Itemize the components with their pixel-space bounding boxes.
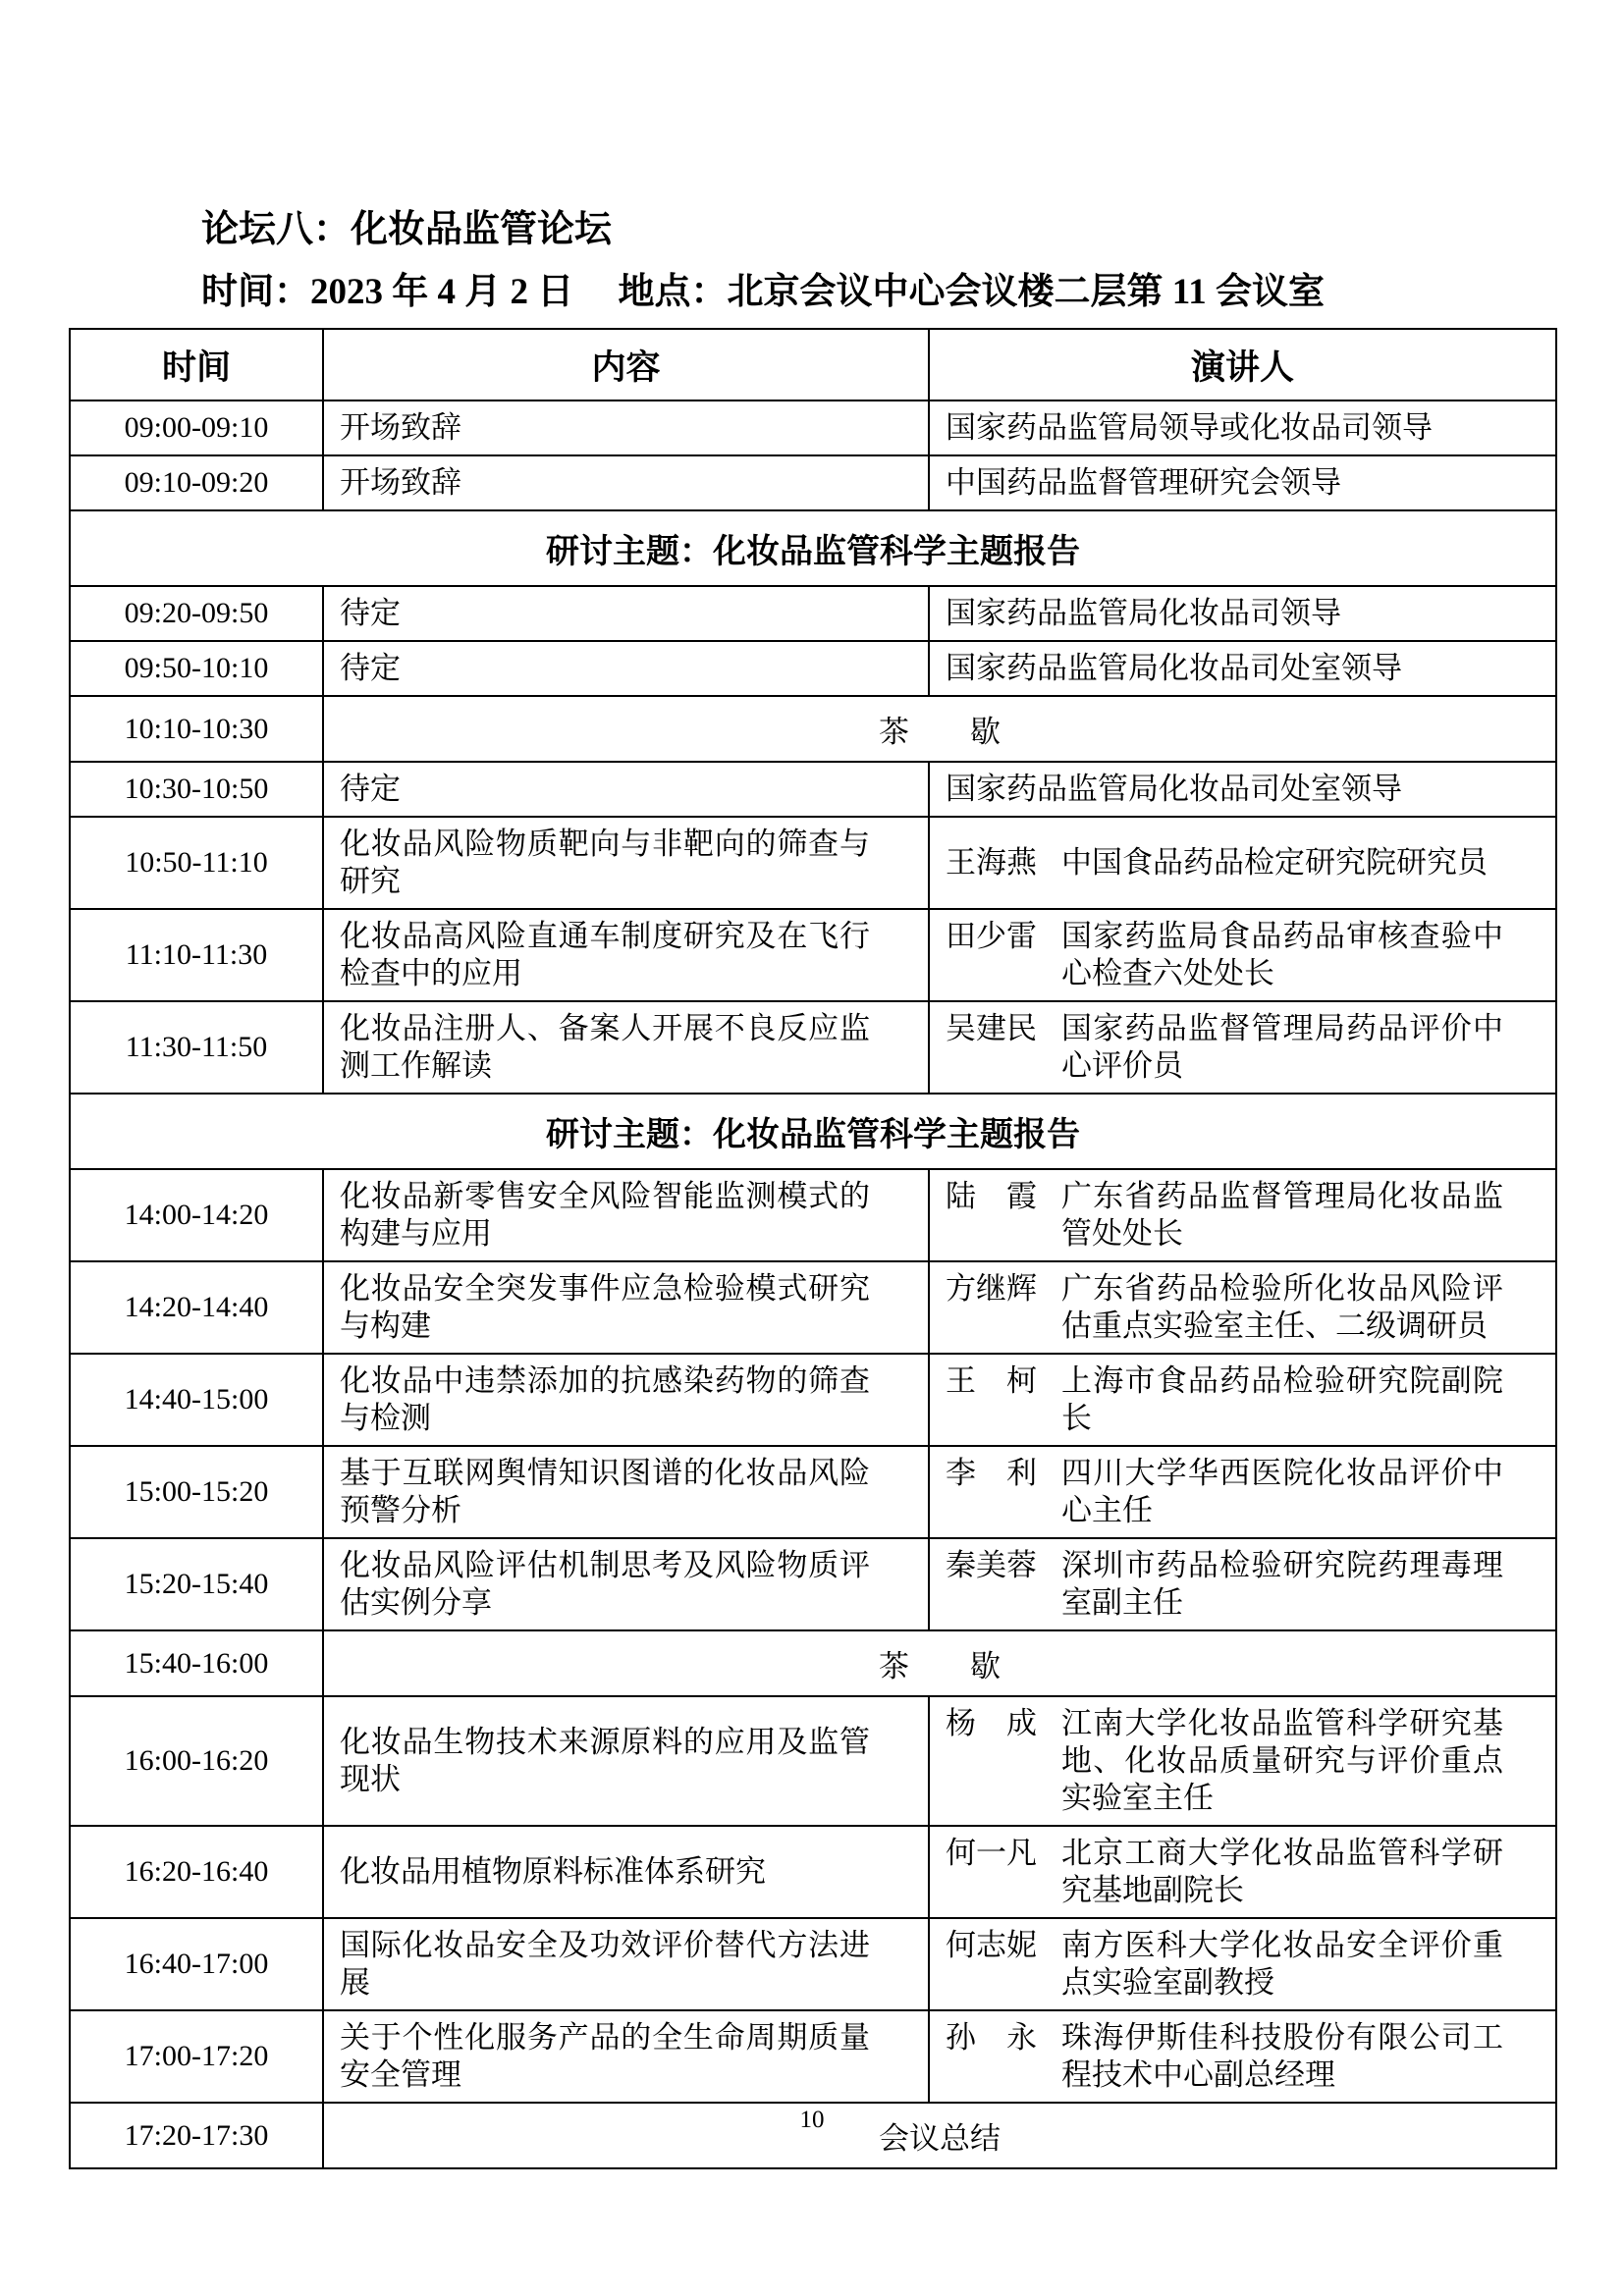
meta-date-text: 时间：2023 年 4 月 2 日: [201, 272, 574, 312]
agenda-row: [70, 817, 1556, 909]
content-cell: [323, 1446, 929, 1538]
agenda-row: [70, 762, 1556, 817]
agenda-row: [70, 1354, 1556, 1446]
content-text: 化妆品安全突发事件应急检验模式研究与构建: [340, 1271, 870, 1343]
content-text: 化妆品注册人、备案人开展不良反应监测工作解读: [340, 1011, 870, 1083]
content-cell: [323, 1001, 929, 1094]
section-title: 研讨主题：化妆品监管科学主题报告: [70, 1094, 1556, 1169]
agenda-row: [70, 1696, 1556, 1826]
section-row: [70, 510, 1556, 586]
speaker-affiliation: 国家药品监管局化妆品司处室领导: [946, 651, 1402, 685]
content-cell: [323, 762, 929, 817]
header-cell-content: 内容: [323, 329, 929, 400]
time-cell: 14:20-14:40: [70, 1261, 323, 1354]
speaker-cell: [929, 1826, 1556, 1918]
speaker-affiliation: 国家药品监督管理局药品评价中心评价员: [1061, 1011, 1503, 1083]
speaker-cell: [929, 400, 1556, 455]
time-cell: 10:10-10:30: [70, 696, 323, 762]
speaker-name: 陆 霞: [946, 1179, 1037, 1213]
speaker-affiliation: 江南大学化妆品监管科学研究基地、化妆品质量研究与评价重点实验室主任: [1061, 1706, 1503, 1815]
agenda-row: [70, 455, 1556, 510]
speaker-name: 田少雷: [946, 919, 1037, 953]
agenda-row: [70, 1169, 1556, 1261]
agenda-row: [70, 1918, 1556, 2010]
content-cell: [323, 1918, 929, 2010]
speaker-name: 秦美蓉: [946, 1548, 1037, 1582]
speaker-entry: [946, 844, 1543, 881]
content-cell: [323, 1261, 929, 1354]
content-cell: [323, 817, 929, 909]
time-cell: 11:30-11:50: [70, 1001, 323, 1094]
content-cell: [323, 1354, 929, 1446]
speaker-entry: [946, 1362, 1543, 1437]
speaker-entry: [946, 1705, 1543, 1817]
speaker-name: 何志妮: [946, 1928, 1037, 1962]
speaker-cell: [929, 641, 1556, 696]
content-cell: [323, 1538, 929, 1630]
speaker-cell: [929, 1169, 1556, 1261]
time-cell: 15:00-15:20: [70, 1446, 323, 1538]
time-cell: 15:20-15:40: [70, 1538, 323, 1630]
time-cell: 09:00-09:10: [70, 400, 323, 455]
time-cell: 11:10-11:30: [70, 909, 323, 1001]
speaker-name: 杨 成: [946, 1706, 1037, 1740]
speaker-entry: [946, 1270, 1543, 1345]
speaker-affiliation: 中国食品药品检定研究院研究员: [1061, 845, 1488, 880]
agenda-row: [70, 2010, 1556, 2103]
section-title: 研讨主题：化妆品监管科学主题报告: [70, 510, 1556, 586]
document-heading: [201, 206, 1325, 316]
speaker-cell: [929, 586, 1556, 641]
merged-row: [70, 696, 1556, 762]
content-text: 开场致辞: [340, 410, 461, 445]
content-text: 化妆品风险评估机制思考及风险物质评估实例分享: [340, 1548, 870, 1620]
merged-row: [70, 1630, 1556, 1696]
speaker-cell: [929, 1001, 1556, 1094]
speaker-affiliation: 南方医科大学化妆品安全评价重点实验室副教授: [1061, 1928, 1503, 2000]
agenda-row: [70, 1001, 1556, 1094]
document-title: 论坛八：化妆品监管论坛: [201, 209, 613, 250]
content-cell: [323, 1169, 929, 1261]
agenda-row: [70, 1446, 1556, 1538]
speaker-cell: [929, 455, 1556, 510]
speaker-affiliation: 国家药品监管局化妆品司领导: [946, 596, 1341, 630]
speaker-entry: [946, 1927, 1543, 2002]
merged-content-cell: 茶 歇: [323, 696, 1556, 762]
merged-content-cell: 茶 歇: [323, 1630, 1556, 1696]
content-cell: [323, 641, 929, 696]
speaker-name: 李 利: [946, 1456, 1037, 1490]
speaker-name: 孙 永: [946, 2020, 1037, 2055]
speaker-affiliation: 北京工商大学化妆品监管科学研究基地副院长: [1061, 1836, 1503, 1907]
speaker-entry: [946, 1455, 1543, 1529]
content-cell: [323, 1696, 929, 1826]
speaker-entry: [946, 1178, 1543, 1253]
meta-location-text: 地点：北京会议中心会议楼二层第 11 会议室: [618, 272, 1325, 312]
speaker-cell: [929, 1918, 1556, 2010]
agenda-row: [70, 1261, 1556, 1354]
speaker-affiliation: 深圳市药品检验研究院药理毒理室副主任: [1061, 1548, 1503, 1620]
time-cell: 09:50-10:10: [70, 641, 323, 696]
time-cell: 15:40-16:00: [70, 1630, 323, 1696]
time-cell: 17:00-17:20: [70, 2010, 323, 2103]
agenda-row: [70, 400, 1556, 455]
speaker-affiliation: 国家药品监管局领导或化妆品司领导: [946, 410, 1433, 445]
speaker-affiliation: 国家药监局食品药品审核查验中心检查六处处长: [1061, 919, 1503, 990]
speaker-cell: [929, 1354, 1556, 1446]
header-cell-time: 时间: [70, 329, 323, 400]
speaker-affiliation: 国家药品监管局化妆品司处室领导: [946, 772, 1402, 806]
speaker-entry: [946, 2019, 1543, 2094]
speaker-affiliation: 广东省药品检验所化妆品风险评估重点实验室主任、二级调研员: [1061, 1271, 1503, 1343]
content-text: 待定: [340, 596, 401, 630]
speaker-cell: [929, 2010, 1556, 2103]
speaker-name: 何一凡: [946, 1836, 1037, 1870]
page-number: 10: [799, 2107, 825, 2133]
time-cell: 16:40-17:00: [70, 1918, 323, 2010]
merged-content-cell: 会议总结: [323, 2103, 1556, 2168]
speaker-cell: [929, 762, 1556, 817]
content-text: 开场致辞: [340, 465, 461, 500]
section-row: [70, 1094, 1556, 1169]
agenda-table-body: [70, 400, 1556, 2168]
content-text: 化妆品用植物原料标准体系研究: [340, 1854, 766, 1889]
speaker-affiliation: 珠海伊斯佳科技股份有限公司工程技术中心副总经理: [1061, 2020, 1503, 2092]
speaker-name: 吴建民: [946, 1011, 1037, 1045]
content-text: 国际化妆品安全及功效评价替代方法进展: [340, 1928, 870, 2000]
content-text: 关于个性化服务产品的全生命周期质量安全管理: [340, 2020, 870, 2092]
speaker-entry: [946, 918, 1543, 992]
time-cell: 14:00-14:20: [70, 1169, 323, 1261]
agenda-row: [70, 586, 1556, 641]
speaker-entry: [946, 1547, 1543, 1622]
content-cell: [323, 1826, 929, 1918]
agenda-row: [70, 909, 1556, 1001]
speaker-affiliation: 上海市食品药品检验研究院副院长: [1061, 1363, 1503, 1435]
document-meta-line: [201, 269, 1325, 316]
content-cell: [323, 400, 929, 455]
content-text: 待定: [340, 651, 401, 685]
agenda-row: [70, 1538, 1556, 1630]
agenda-row: [70, 641, 1556, 696]
content-cell: [323, 2010, 929, 2103]
speaker-affiliation: 四川大学华西医院化妆品评价中心主任: [1061, 1456, 1503, 1527]
content-text: 基于互联网舆情知识图谱的化妆品风险预警分析: [340, 1456, 870, 1527]
content-text: 化妆品风险物质靶向与非靶向的筛查与研究: [340, 827, 870, 898]
content-cell: [323, 586, 929, 641]
content-text: 化妆品新零售安全风险智能监测模式的构建与应用: [340, 1179, 870, 1251]
speaker-cell: [929, 1538, 1556, 1630]
time-cell: 10:30-10:50: [70, 762, 323, 817]
time-cell: 09:20-09:50: [70, 586, 323, 641]
content-text: 化妆品高风险直通车制度研究及在飞行检查中的应用: [340, 919, 870, 990]
speaker-affiliation: 广东省药品监督管理局化妆品监管处处长: [1061, 1179, 1503, 1251]
time-cell: 10:50-11:10: [70, 817, 323, 909]
speaker-cell: [929, 817, 1556, 909]
time-cell: 16:20-16:40: [70, 1826, 323, 1918]
speaker-affiliation: 中国药品监督管理研究会领导: [946, 465, 1341, 500]
agenda-row: [70, 1826, 1556, 1918]
time-cell: 17:20-17:30: [70, 2103, 323, 2168]
content-cell: [323, 909, 929, 1001]
content-text: 化妆品生物技术来源原料的应用及监管现状: [340, 1725, 870, 1796]
content-cell: [323, 455, 929, 510]
content-text: 化妆品中违禁添加的抗感染药物的筛查与检测: [340, 1363, 870, 1435]
speaker-cell: [929, 1446, 1556, 1538]
speaker-cell: [929, 909, 1556, 1001]
speaker-name: 王 柯: [946, 1363, 1037, 1398]
speaker-cell: [929, 1696, 1556, 1826]
speaker-entry: [946, 1835, 1543, 1909]
agenda-table: [69, 328, 1557, 2169]
table-header-row: [70, 329, 1556, 400]
speaker-name: 王海燕: [946, 845, 1037, 880]
time-cell: 16:00-16:20: [70, 1696, 323, 1826]
speaker-name: 方继辉: [946, 1271, 1037, 1306]
speaker-cell: [929, 1261, 1556, 1354]
time-cell: 14:40-15:00: [70, 1354, 323, 1446]
header-cell-speaker: 演讲人: [929, 329, 1556, 400]
content-text: 待定: [340, 772, 401, 806]
time-cell: 09:10-09:20: [70, 455, 323, 510]
speaker-entry: [946, 1010, 1543, 1085]
